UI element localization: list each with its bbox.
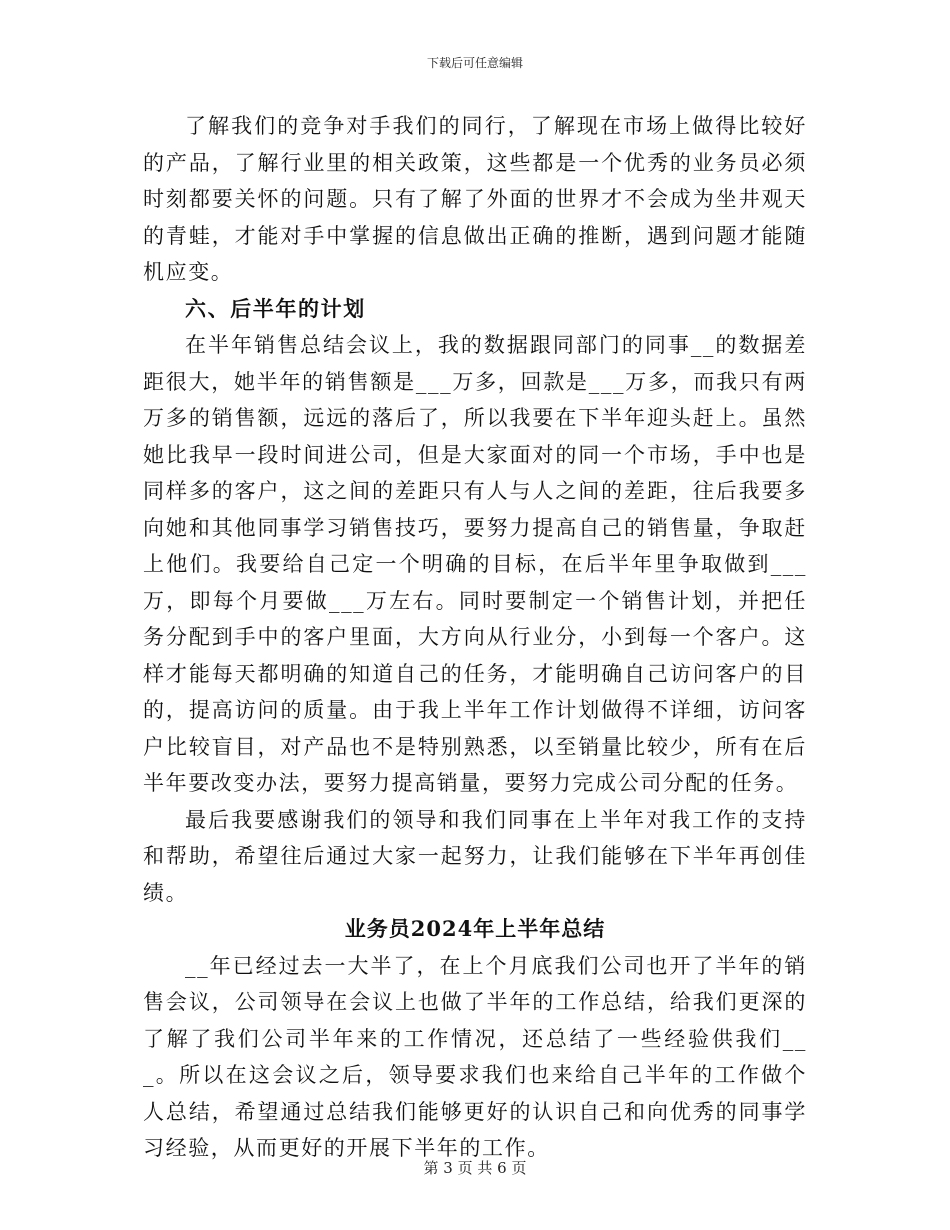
page-number: 第 3 页 共 6 页 xyxy=(423,1159,527,1177)
document-body xyxy=(143,108,807,1167)
document-title: 业务员2024年上半年总结 xyxy=(344,916,606,941)
paragraph-thanks: 最后我要感谢我们的领导和我们同事在上半年对我工作的支持和帮助，希望往后通过大家一起努力，让我们能够在下半年再创佳绩。 xyxy=(143,807,807,905)
paragraph-competitors: 了解我们的竞争对手我们的同行，了解现在市场上做得比较好的产品，了解行业里的相关政策，这些都是一个优秀的业务员必须时刻都要关怀的问题。只有了解了外面的世界才不会成为坐井观天的青蛙，才能对手中掌握的信息做出正确的推断，遇到问题才能随机应变。 xyxy=(143,114,807,284)
paragraph-second-half-plan: 在半年销售总结会议上，我的数据跟同部门的同事__的数据差距很大，她半年的销售额是___万多，回款是___万多，而我只有两万多的销售额，远远的落后了，所以我要在下半年迎头赶上。虽然她比我早一段时间进公司，但是大家面对的同一个市场，手中也是同样多的客户，这之间的差距只有人与人之间的差距，往后我要多向她和其他同事学习销售技巧，要努力提高自己的销售量，争取赶上他们。我要给自己定一个明确的目标，在后半年里争取做到___万，即每个月要做___万左右。同时要制定一个销售计划，并把任务分配到手中的客户里面，大方向从行业分，小到每一个客户。这样才能每天都明确的知道自己的任务，才能明确自己访问客户的目的，提高访问的质量。由于我上半年工作计划做得不详细，访问客户比较盲目，对产品也不是特别熟悉，以至销量比较少，所有在后半年要改变办法，要努力提高销量，要努力完成公司分配的任务。 xyxy=(143,333,807,795)
paragraph-summary-intro: __年已经过去一大半了，在上个月底我们公司也开了半年的销售会议，公司领导在会议上也做了半年的工作总结，给我们更深的了解了我们公司半年来的工作情况，还总结了一些经验供我们___。所以在这会议之后，领导要求我们也来给自己半年的工作做个人总结，希望通过总结我们能够更好的认识自己和向优秀的同事学习经验，从而更好的开展下半年的工作。 xyxy=(143,953,807,1160)
page-header: 下载后可任意编辑 xyxy=(426,56,523,70)
section-heading-plan: 六、后半年的计划 xyxy=(185,295,366,321)
